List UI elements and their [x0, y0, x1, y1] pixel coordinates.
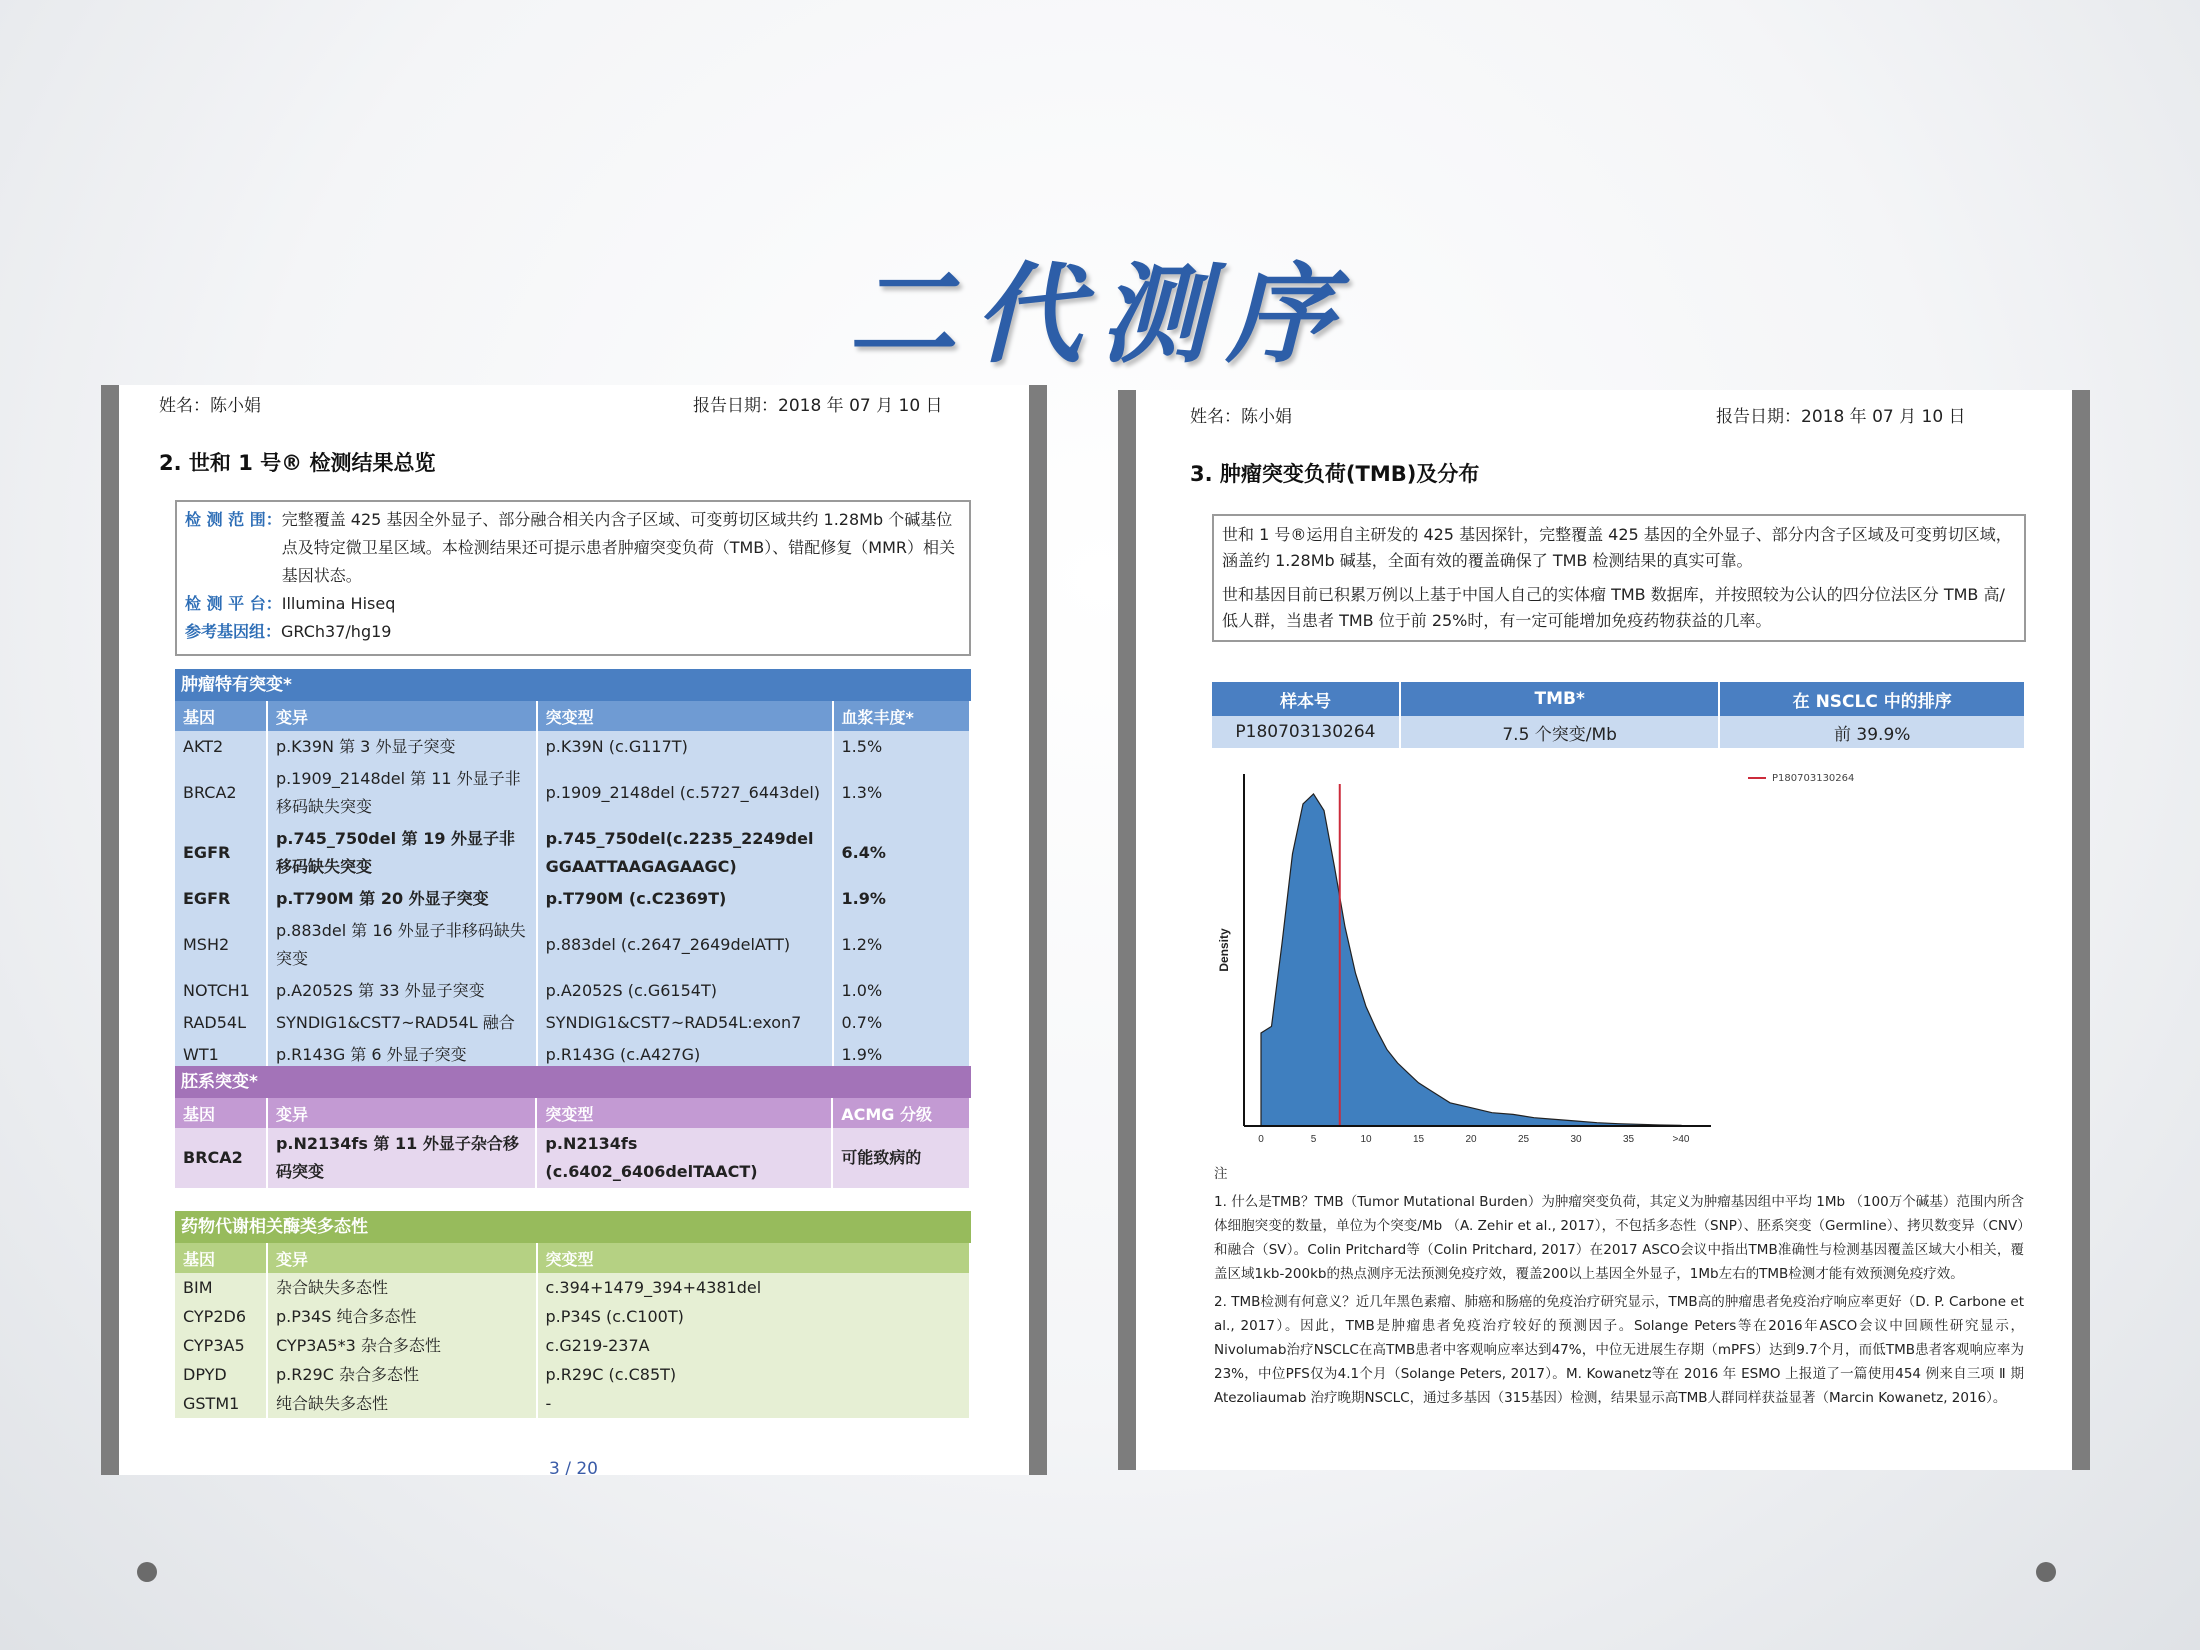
page-number: 3 / 20 — [549, 1459, 598, 1475]
cell-variant: p.T790M 第 20 外显子突变 — [267, 883, 537, 915]
table-row — [175, 975, 970, 1007]
col-header: 基因 — [175, 1243, 267, 1273]
cell-mutation: p.K39N (c.G117T) — [537, 731, 833, 763]
cell-variant: p.883del 第 16 外显子非移码缺失突变 — [267, 915, 537, 975]
reference-value: GRCh37/hg19 — [281, 622, 392, 641]
table-row — [175, 763, 970, 823]
col-header: 基因 — [175, 1098, 267, 1128]
col-header: 变异 — [267, 701, 537, 731]
cell-sample-id: P180703130264 — [1212, 716, 1400, 748]
cell-mutation: p.R143G (c.A427G) — [537, 1039, 833, 1071]
col-header: 变异 — [267, 1098, 536, 1128]
cell-variant: 杂合缺失多态性 — [267, 1273, 537, 1302]
col-header: ACMG 分级 — [832, 1098, 970, 1128]
cell-gene: NOTCH1 — [175, 975, 267, 1007]
cell-mutation: p.N2134fs (c.6402_6406delTAACT) — [536, 1128, 832, 1188]
cell-mutation: p.T790M (c.C2369T) — [537, 883, 833, 915]
tmb-result-table — [1212, 682, 2026, 748]
x-tick-label: 25 — [1517, 1134, 1530, 1145]
table-row — [175, 1128, 970, 1188]
notes-section — [1214, 1162, 2024, 1414]
cell-variant: SYNDIG1&CST7~RAD54L 融合 — [267, 1007, 537, 1039]
cell-abundance: 1.3% — [833, 763, 971, 823]
cell-gene: GSTM1 — [175, 1389, 267, 1418]
notes-title: 注 — [1214, 1166, 1228, 1182]
col-header: 突变型 — [537, 701, 833, 731]
table-row — [1212, 716, 2025, 748]
cell-abundance: 1.0% — [833, 975, 971, 1007]
col-header: 突变型 — [536, 1098, 832, 1128]
legend-label: P180703130264 — [1772, 773, 1855, 784]
cell-mutation: p.R29C (c.C85T) — [537, 1360, 970, 1389]
drug-metabolism-block — [175, 1211, 971, 1418]
table-row — [175, 915, 970, 975]
table-row — [175, 883, 970, 915]
table-row — [175, 823, 970, 883]
test-info-box — [175, 500, 971, 656]
germline-table — [175, 1098, 971, 1188]
col-header: 在 NSCLC 中的排序 — [1719, 682, 2025, 716]
col-header: 基因 — [175, 701, 267, 731]
cell-mutation: SYNDIG1&CST7~RAD54L:exon7 — [537, 1007, 833, 1039]
cell-gene: BRCA2 — [175, 1128, 267, 1188]
cell-tmb-value: 7.5 个突变/Mb — [1400, 716, 1720, 748]
cell-mutation: c.G219-237A — [537, 1331, 970, 1360]
table-row — [175, 1302, 970, 1331]
cell-abundance: 1.5% — [833, 731, 971, 763]
note-1: 1. 什么是TMB？TMB（Tumor Mutational Burden）为肿瘤突变负荷，其定义为肿瘤基因组中平均 1Mb （100万个碱基）范围内所含体细胞突变的数量，单位为个突变/Mb （A. Zehir et al., 2017），不包括多态性（SNP）、胚系突变（Germline）、拷贝数变异（CNV）和融合（SV）。Colin Pritchard等（Colin Pritchard, 2017）在2017 ASCO会议中指出TMB准确性与检测基因覆盖区域大小相关，覆盖区域1kb-200kb的热点测序无法预测免疫疗效，覆盖200以上基因全外显子，1Mb左右的TMB检测才能有效预测免疫疗效。 — [1214, 1194, 2024, 1282]
table-row — [175, 731, 970, 763]
cell-gene: BRCA2 — [175, 763, 267, 823]
chart-legend — [1748, 773, 1854, 784]
slide-dot-left — [137, 1562, 157, 1582]
scope-label: 检 测 范 围： — [185, 510, 282, 529]
cell-gene: EGFR — [175, 823, 267, 883]
section-title: 3. 肿瘤突变负荷(TMB)及分布 — [1190, 462, 1480, 486]
section-title: 2. 世和 1 号® 检测结果总览 — [159, 451, 436, 475]
patient-name: 姓名：陈小娟 — [1190, 407, 1292, 427]
table-row — [175, 1273, 970, 1302]
cell-gene: AKT2 — [175, 731, 267, 763]
cell-gene: EGFR — [175, 883, 267, 915]
cell-variant: p.1909_2148del 第 11 外显子非移码缺失突变 — [267, 763, 537, 823]
cell-variant: p.R29C 杂合多态性 — [267, 1360, 537, 1389]
cell-variant: p.A2052S 第 33 外显子突变 — [267, 975, 537, 1007]
tmb-density-chart — [1216, 760, 1756, 1160]
x-tick-label: 30 — [1570, 1134, 1582, 1145]
cell-variant: 纯合缺失多态性 — [267, 1389, 537, 1418]
scope-row — [185, 506, 961, 590]
cell-nsclc-rank: 前 39.9% — [1719, 716, 2025, 748]
cell-variant: p.N2134fs 第 11 外显子杂合移码突变 — [267, 1128, 536, 1188]
x-tick-label: 20 — [1465, 1134, 1477, 1145]
cell-gene: BIM — [175, 1273, 267, 1302]
germline-block-title: 胚系突变* — [175, 1066, 971, 1098]
tumor-block-title: 肿瘤特有突变* — [175, 669, 971, 701]
cell-gene: CYP2D6 — [175, 1302, 267, 1331]
cell-abundance: 1.9% — [833, 883, 971, 915]
note-2: 2. TMB检测有何意义？近几年黑色素瘤、肺癌和肠癌的免疫治疗研究显示，TMB高的肿瘤患者免疫治疗响应率更好（D. P. Carbone et al., 2017）。因此，TMB是肿瘤患者免疫治疗较好的预测因子。Solange Peters等在2016年ASCO会议中回顾性研究显示，Nivolumab治疗NSCLC在高TMB患者中客观响应率达到47%，中位无进展生存期（mPFS）达到9.7个月，而低TMB患者客观响应率为23%，中位PFS仅为4.1个月（Solange Peters, 2017）。M. Kowanetz等在 2016 年 ESMO 上报道了一篇使用454 例来自三项 Ⅱ 期 Atezoliaumab 治疗晚期NSCLC，通过多基因（315基因）检测，结果显示高TMB人群同样获益显著（Marcin Kowanetz, 2016）。 — [1214, 1294, 2024, 1406]
cell-abundance: 6.4% — [833, 823, 971, 883]
cell-abundance: 0.7% — [833, 1007, 971, 1039]
tmb-intro-box — [1212, 514, 2026, 642]
x-tick-label: 5 — [1310, 1134, 1317, 1145]
germline-mutations-block — [175, 1066, 971, 1188]
cell-mutation: p.A2052S (c.G6154T) — [537, 975, 833, 1007]
drug-table — [175, 1243, 971, 1418]
x-tick-label: 10 — [1360, 1134, 1372, 1145]
table-row — [175, 1389, 970, 1418]
cell-abundance: 1.9% — [833, 1039, 971, 1071]
cell-mutation: c.394+1479_394+4381del — [537, 1273, 970, 1302]
cell-mutation: p.1909_2148del (c.5727_6443del) — [537, 763, 833, 823]
report-date: 报告日期：2018 年 07 月 10 日 — [1716, 407, 1966, 427]
col-header: 突变型 — [537, 1243, 970, 1273]
report-page-left — [101, 385, 1047, 1475]
platform-label: 检 测 平 台： — [185, 594, 282, 613]
cell-variant: p.745_750del 第 19 外显子非移码缺失突变 — [267, 823, 537, 883]
cell-variant: p.P34S 纯合多态性 — [267, 1302, 537, 1331]
cell-grade: 可能致病的 — [832, 1128, 970, 1188]
table-row — [175, 1360, 970, 1389]
x-tick-label: 35 — [1622, 1134, 1635, 1145]
intro-paragraph: 世和基因目前已积累万例以上基于中国人自己的实体瘤 TMB 数据库，并按照较为公认的四分位法区分 TMB 高/低人群，当患者 TMB 位于前 25%时，有一定可能增加免疫药物获益的几率。 — [1222, 585, 2005, 630]
density-area — [1261, 794, 1681, 1126]
cell-gene: RAD54L — [175, 1007, 267, 1039]
cell-mutation: - — [537, 1389, 970, 1418]
drug-block-title: 药物代谢相关酶类多态性 — [175, 1211, 971, 1243]
cell-variant: CYP3A5*3 杂合多态性 — [267, 1331, 537, 1360]
cell-gene: MSH2 — [175, 915, 267, 975]
cell-mutation: p.883del (c.2647_2649delATT) — [537, 915, 833, 975]
cell-abundance: 1.2% — [833, 915, 971, 975]
table-row — [175, 1331, 970, 1360]
cell-variant: p.K39N 第 3 外显子突变 — [267, 731, 537, 763]
reference-label: 参考基因组： — [185, 622, 282, 641]
y-axis-label: Density — [1217, 928, 1231, 972]
x-tick-label: >40 — [1672, 1134, 1690, 1145]
col-header: 样本号 — [1212, 682, 1400, 716]
cell-variant: p.R143G 第 6 外显子突变 — [267, 1039, 537, 1071]
platform-row — [185, 590, 961, 618]
cell-gene: WT1 — [175, 1039, 267, 1071]
report-page-right — [1118, 390, 2090, 1470]
cell-gene: CYP3A5 — [175, 1331, 267, 1360]
cell-gene: DPYD — [175, 1360, 267, 1389]
patient-name: 姓名：陈小娟 — [159, 396, 261, 416]
x-tick-label: 15 — [1412, 1134, 1425, 1145]
tumor-mutations-table — [175, 701, 971, 1071]
cell-mutation: p.745_750del(c.2235_2249del GGAATTAAGAGAAGC) — [537, 823, 833, 883]
scope-text: 完整覆盖 425 基因全外显子、部分融合相关内含子区域、可变剪切区域共约 1.28Mb 个碱基位点及特定微卫星区域。本检测结果还可提示患者肿瘤突变负荷（TMB）、错配修复（MMR）相关基因状态。 — [281, 510, 956, 585]
col-header: 变异 — [267, 1243, 537, 1273]
intro-paragraph: 世和 1 号®运用自主研发的 425 基因探针，完整覆盖 425 基因的全外显子、部分内含子区域及可变剪切区域，涵盖约 1.28Mb 碱基，全面有效的覆盖确保了 TMB 检测结果的真实可靠。 — [1222, 525, 2012, 570]
col-header: TMB* — [1400, 682, 1720, 716]
platform-value: Illumina Hiseq — [281, 594, 396, 613]
tumor-mutations-block — [175, 669, 971, 1071]
cell-mutation: p.P34S (c.C100T) — [537, 1302, 970, 1331]
col-header: 血浆丰度* — [833, 701, 971, 731]
reference-row — [185, 618, 961, 646]
slide-title: 二代测序 — [847, 252, 1352, 378]
x-tick-label: 0 — [1258, 1134, 1264, 1145]
legend-swatch — [1748, 777, 1766, 779]
report-date: 报告日期：2018 年 07 月 10 日 — [693, 396, 943, 416]
slide-dot-right — [2036, 1562, 2056, 1582]
table-row — [175, 1007, 970, 1039]
